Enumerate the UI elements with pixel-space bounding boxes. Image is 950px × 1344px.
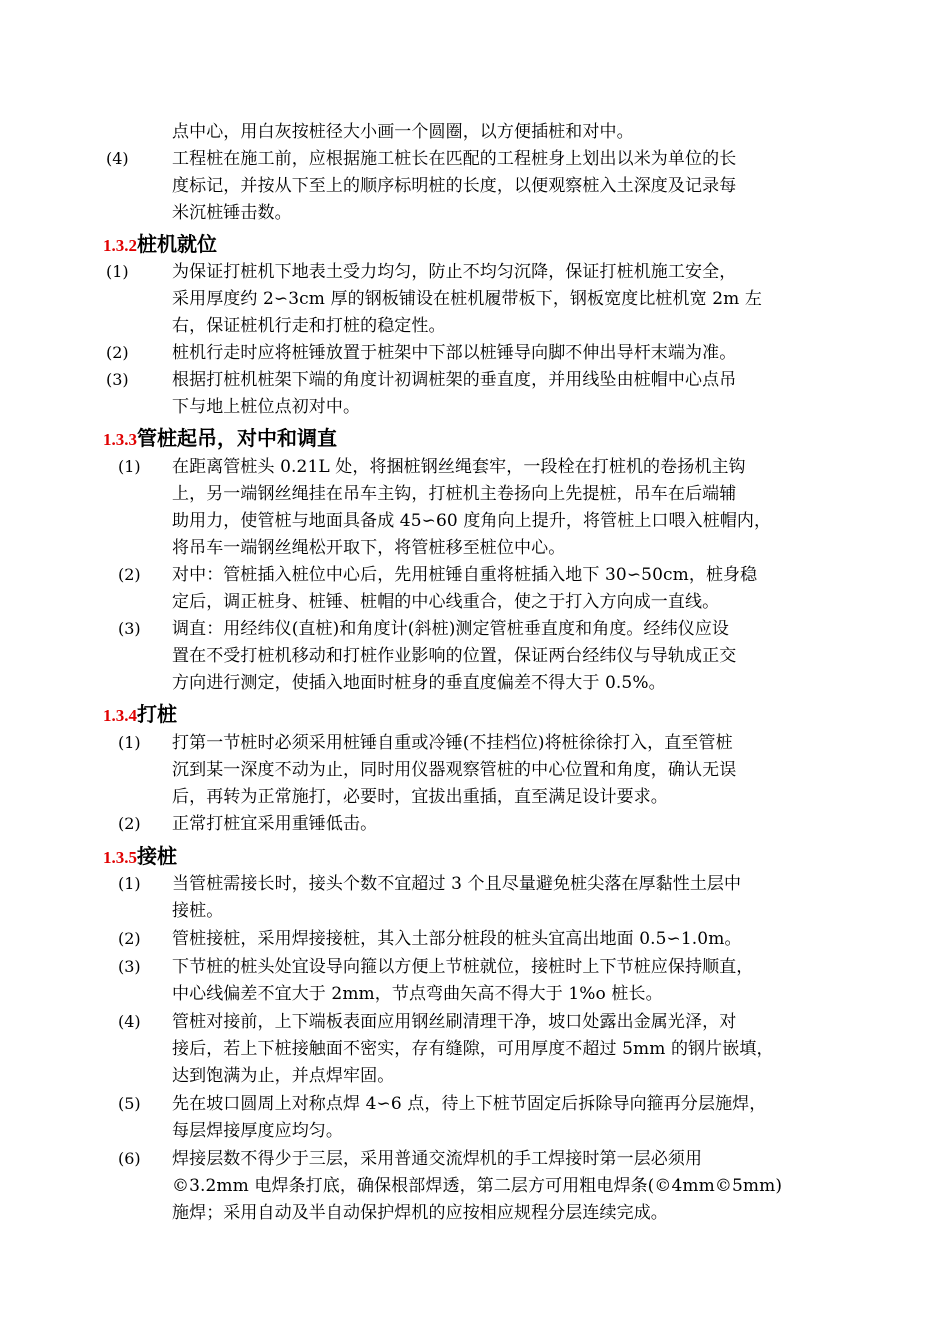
list-item-number: (6): [118, 1149, 141, 1168]
paragraph-line: 上，另一端钢丝绳挂在吊车主钩，打桩机主卷扬向上先提桩，吊车在后端辅: [172, 484, 737, 504]
section-number: 1.3.3: [103, 430, 137, 449]
paragraph-line: 方向进行测定，使插入地面时桩身的垂直度偏差不得大于 0.5%。: [172, 673, 666, 693]
section-title: 打桩: [137, 702, 177, 726]
list-item-number: (1): [118, 457, 141, 476]
paragraph-line: ©3.2mm 电焊条打底，确保根部焊透，第二层方可用粗电焊条(©4mm©5mm): [172, 1176, 783, 1196]
paragraph-line: 为保证打桩机下地表土受力均匀，防止不均匀沉降，保证打桩机施工安全，: [172, 262, 737, 282]
paragraph-line: 米沉桩锤击数。: [172, 203, 292, 223]
list-item-number: (5): [118, 1094, 141, 1113]
paragraph-line: 采用厚度约 2∽3cm 厚的钢板铺设在桩机履带板下，钢板宽度比桩机宽 2m 左: [172, 289, 762, 309]
paragraph-line: 打第一节桩时必须采用桩锤自重或冷锤(不挂档位)将桩徐徐打入，直至管桩: [172, 733, 733, 753]
paragraph-line: 右，保证桩机行走和打桩的稳定性。: [172, 316, 446, 336]
paragraph-line: 对中：管桩插入桩位中心后，先用桩锤自重将桩插入地下 30∽50cm，桩身稳: [172, 565, 758, 585]
list-item-number: (1): [118, 733, 141, 752]
section-heading: [103, 424, 337, 454]
paragraph-line: 正常打桩宜采用重锤低击。: [172, 814, 378, 834]
section-heading: [103, 842, 177, 872]
paragraph-line: 达到饱满为止，并点焊牢固。: [172, 1066, 395, 1086]
paragraph-line: 置在不受打桩机移动和打桩作业影响的位置，保证两台经纬仪与导轨成正交: [172, 646, 737, 666]
paragraph-line: 桩机行走时应将桩锤放置于桩架中下部以桩锤导向脚不伸出导杆末端为准。: [172, 343, 737, 363]
paragraph-line: 每层焊接厚度应均匀。: [172, 1121, 343, 1141]
list-item-number: (2): [106, 343, 129, 362]
list-item-number: (2): [118, 814, 141, 833]
paragraph-line: 当管桩需接长时，接头个数不宜超过 3 个且尽量避免桩尖落在厚黏性土层中: [172, 874, 742, 894]
section-title: 管桩起吊，对中和调直: [137, 426, 337, 450]
section-number: 1.3.2: [103, 236, 137, 255]
paragraph-line: 在距离管桩头 0.21L 处，将捆桩钢丝绳套牢，一段栓在打桩机的卷扬机主钩: [172, 457, 746, 477]
list-item-number: (1): [118, 874, 141, 893]
paragraph-line: 管桩对接前，上下端板表面应用钢丝刷清理干净，坡口处露出金属光泽，对: [172, 1012, 737, 1032]
paragraph-line: 定后，调正桩身、桩锤、桩帽的中心线重合，使之于打入方向成一直线。: [172, 592, 720, 612]
section-title: 接桩: [137, 844, 177, 868]
paragraph-line: 接后，若上下桩接触面不密实，存有缝隙，可用厚度不超过 5mm 的钢片嵌填，: [172, 1039, 774, 1059]
paragraph-line: 接桩。: [172, 901, 224, 921]
paragraph-line: 先在坡口圆周上对称点焊 4∽6 点，待上下桩节固定后拆除导向箍再分层施焊，: [172, 1094, 767, 1114]
intro-continuation-line: 点中心，用白灰按桩径大小画一个圆圈，以方便插桩和对中。: [172, 122, 634, 142]
paragraph-line: 工程桩在施工前，应根据施工桩长在匹配的工程桩身上划出以米为单位的长: [172, 149, 737, 169]
paragraph-line: 调直：用经纬仪(直桩)和角度计(斜桩)测定管桩垂直度和角度。经纬仪应设: [172, 619, 730, 639]
paragraph-line: 沉到某一深度不动为止，同时用仪器观察管桩的中心位置和角度，确认无误: [172, 760, 737, 780]
section-number: 1.3.5: [103, 848, 137, 867]
list-item-number: (4): [118, 1012, 141, 1031]
paragraph-line: 下与地上桩位点初对中。: [172, 397, 361, 417]
paragraph-line: 下节桩的桩头处宜设导向箍以方便上节桩就位，接桩时上下节桩应保持顺直，: [172, 957, 754, 977]
list-item-number: (3): [106, 370, 129, 389]
list-item-number: (2): [118, 565, 141, 584]
section-heading: [103, 230, 217, 260]
paragraph-line: 后，再转为正常施打，必要时，宜拔出重插，直至满足设计要求。: [172, 787, 668, 807]
paragraph-line: 施焊；采用自动及半自动保护焊机的应按相应规程分层连续完成。: [172, 1203, 668, 1223]
list-item-number: (3): [118, 619, 141, 638]
paragraph-line: 助用力，使管桩与地面具备成 45∽60 度角向上提升，将管桩上口喂入桩帽内，: [172, 511, 772, 531]
paragraph-line: 管桩接桩，采用焊接接桩，其入土部分桩段的桩头宜高出地面 0.5∽1.0m。: [172, 929, 742, 949]
paragraph-line: 根据打桩机桩架下端的角度计初调桩架的垂直度，并用线坠由桩帽中心点吊: [172, 370, 737, 390]
paragraph-line: 度标记，并按从下至上的顺序标明桩的长度，以便观察桩入土深度及记录每: [172, 176, 737, 196]
list-item-number: (1): [106, 262, 129, 281]
section-title: 桩机就位: [137, 232, 217, 256]
paragraph-line: 焊接层数不得少于三层，采用普通交流焊机的手工焊接时第一层必须用: [172, 1149, 703, 1169]
section-heading: [103, 700, 177, 730]
list-item-number: (4): [106, 149, 129, 168]
list-item-number: (3): [118, 957, 141, 976]
list-item-number: (2): [118, 929, 141, 948]
paragraph-line: 将吊车一端钢丝绳松开取下，将管桩移至桩位中心。: [172, 538, 566, 558]
section-number: 1.3.4: [103, 706, 137, 725]
paragraph-line: 中心线偏差不宜大于 2mm，节点弯曲矢高不得大于 1%o 桩长。: [172, 984, 663, 1004]
